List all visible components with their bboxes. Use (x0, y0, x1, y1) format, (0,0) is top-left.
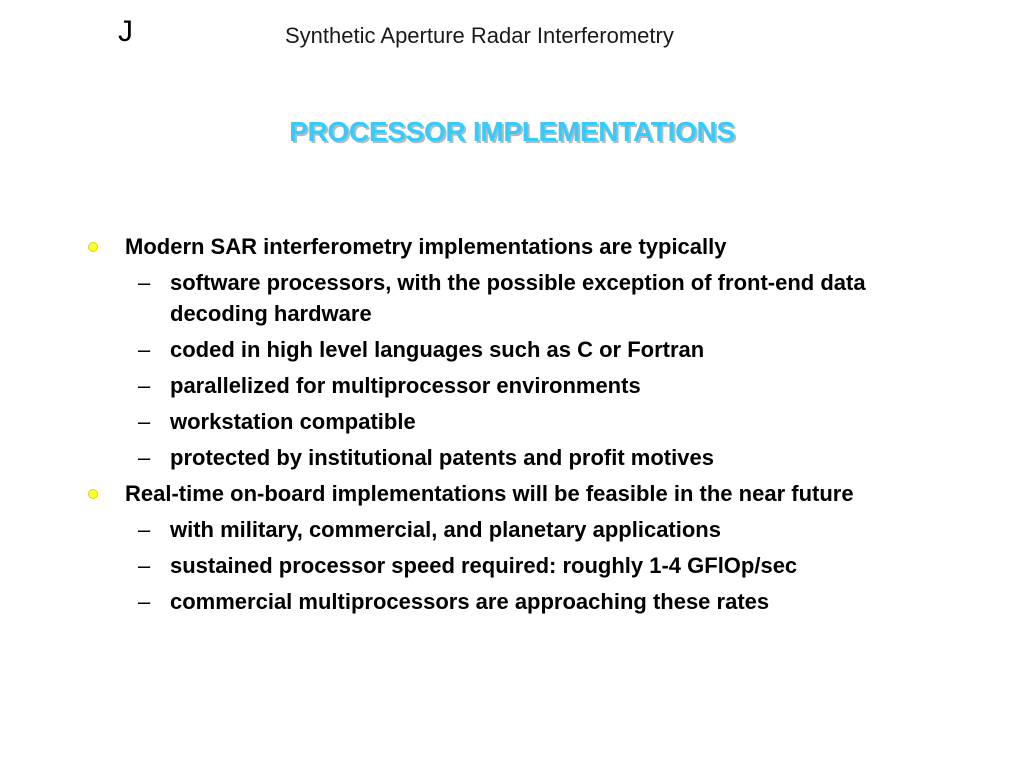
sub-bullet-item (0, 334, 930, 365)
sub-bullet-item (0, 442, 930, 473)
bullet-list (0, 226, 1024, 617)
sub-bullet-item (0, 514, 930, 545)
dash-icon: – (138, 373, 151, 398)
bullet-item (0, 478, 915, 509)
dash-icon: – (138, 409, 151, 434)
sub-bullet-text: protected by institutional patents and profit motives (170, 445, 714, 470)
sub-bullet-text: parallelized for multiprocessor environments (170, 373, 641, 398)
sub-bullet-text: workstation compatible (170, 409, 416, 434)
bullet-text: Modern SAR interferometry implementations are typically (125, 234, 727, 259)
sub-bullet-item (0, 586, 930, 617)
yellow-dot-icon (88, 489, 98, 499)
dash-icon: – (138, 270, 151, 295)
slide-title: PROCESSOR IMPLEMENTATIONS (289, 116, 735, 147)
sub-bullet-text: sustained processor speed required: roughly 1-4 GFlOp/sec (170, 553, 798, 578)
header-title: Synthetic Aperture Radar Interferometry (285, 23, 674, 48)
dash-icon: – (138, 589, 151, 614)
dash-icon: – (138, 517, 151, 542)
sub-bullet-item (0, 370, 930, 401)
sub-bullet-text: software processors, with the possible exception of front-end data decoding hardware (170, 270, 866, 326)
header-mark: J (118, 15, 133, 48)
sub-bullet-item (0, 267, 930, 329)
sub-bullet-text: coded in high level languages such as C or Fortran (170, 337, 705, 362)
sub-bullet-item (0, 550, 930, 581)
sub-bullet-item (0, 406, 930, 437)
bullet-text: Real-time on-board implementations will be feasible in the near future (125, 481, 854, 506)
dash-icon: – (138, 445, 151, 470)
sub-bullet-text: with military, commercial, and planetary applications (170, 517, 721, 542)
yellow-dot-icon (88, 242, 98, 252)
dash-icon: – (138, 337, 151, 362)
bullet-item (0, 231, 915, 262)
sub-bullet-text: commercial multiprocessors are approaching these rates (170, 589, 770, 614)
dash-icon: – (138, 553, 151, 578)
